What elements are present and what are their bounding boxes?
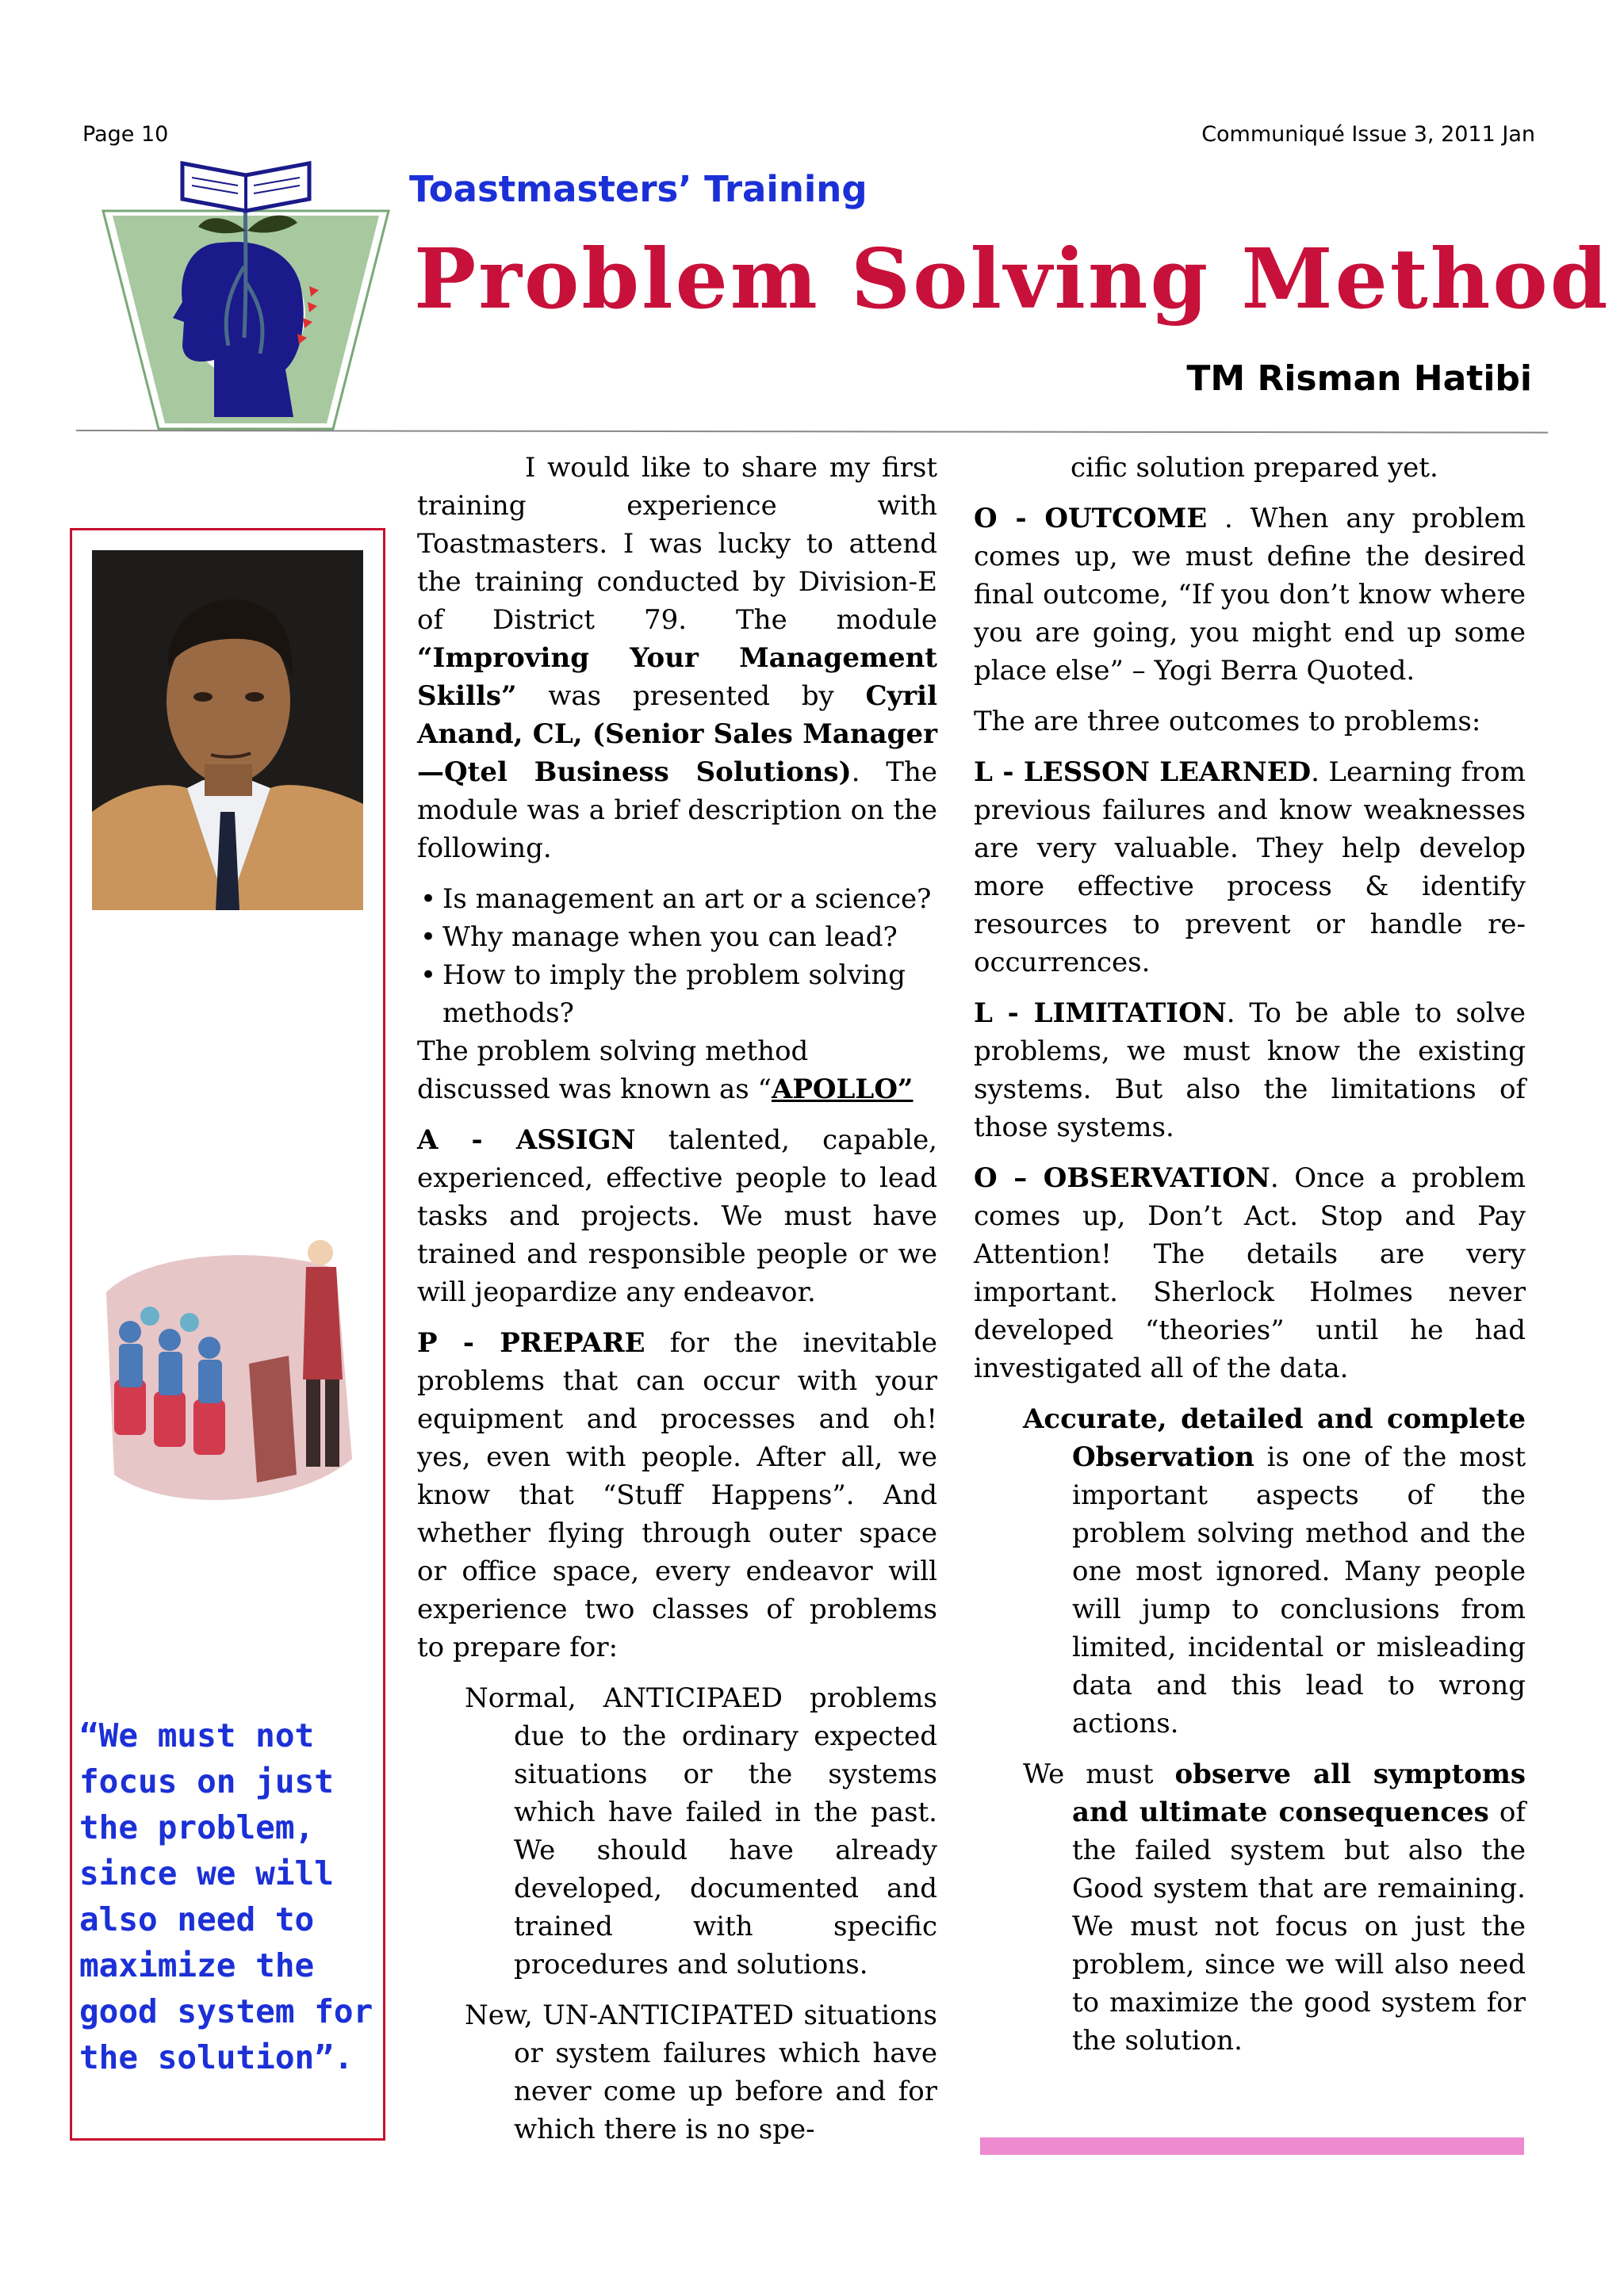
observation-heading: O – OBSERVATION [974,1162,1270,1194]
new-problems-paragraph: New, UN-ANTICIPATED situations or system failures which have never come up before and for which there is no spe- [465,1999,937,2145]
issue-label: Communiqué Issue 3, 2011 Jan [1201,122,1535,147]
list-item: • Is management an art or a science? [442,880,937,918]
observe-symptoms-paragraph: We must observe all symptoms and ultimate consequences of the failed system but also the Good system that are remaining. We must not focus on just the problem, since we will also need to maximize the good system for the solution. [1023,1758,1526,2057]
article-column-1 [417,449,937,2161]
book-tree-head-logo-icon [95,155,396,433]
author-portrait [92,550,363,910]
outcome-heading: O - OUTCOME [974,503,1208,534]
three-outcomes-text: The are three outcomes to problems: [974,706,1481,737]
author-byline: TM Risman Hatibi [1186,358,1532,399]
prepare-paragraph: P - PREPARE for the inevitable problems that can occur with your equipment and processes and oh! yes, even with people. After all, we know that “Stuff Happens”. And whether flying through outer space or office space, every endeavor will experience two classes of problems to prepare for: [417,1327,937,1663]
meeting-clipart [98,1221,360,1522]
section-title: Toastmasters’ Training [409,168,868,210]
apollo-paragraph: The problem solving method discussed was known as “APOLLO” [417,1035,914,1105]
observe-symptoms-heading: observe all symptoms and ultimate consequences [1072,1758,1526,1828]
observation-paragraph: O – OBSERVATION. Once a problem comes up, Don’t Act. Stop and Pay Attention! The details are very important. Sherlock Holmes never developed “theories” until he had investigated all of the data. [974,1162,1526,1384]
normal-problems-paragraph: Normal, ANTICIPAED problems due to the ordinary expected situations or the systems which have failed in the past. We should have already developed, documented and trained with specific procedures and solutions. [465,1682,937,1980]
accurate-observation-heading: Accurate, detailed and complete Observation [1023,1403,1526,1473]
limitation-heading: L - LIMITATION [974,997,1227,1029]
outcome-paragraph: O - OUTCOME . When any problem comes up, we must define the desired final outcome, “If you don’t know where you are going, you might end up some place else” – Yogi Berra Quoted. [974,503,1526,687]
assign-heading: A - ASSIGN [417,1124,636,1156]
list-item: • Why manage when you can lead? [442,918,937,956]
limitation-paragraph: L - LIMITATION. To be able to solve problems, we must know the existing systems. But also the limitations of those systems. [974,997,1526,1143]
lesson-heading: L - LESSON LEARNED [974,756,1312,788]
pull-quote: “We must not focus on just the problem, since we will also need to maximize the good system for the solution”. [79,1716,373,2076]
page-number: Page 10 [82,122,169,147]
intro-paragraph: I would like to share my first training experience with Toastmasters. I was lucky to attend the training conducted by Division-E of District 79. The module “Improving Your Management Skills” was presented by Cyril Anand, CL, (Senior Sales Manager—Qtel Business Solutions). The module was a brief description on the following. [417,452,938,864]
accurate-observation-paragraph: Accurate, detailed and complete Observation is one of the most important aspects of the problem solving method and the one most ignored. Many people will jump to conclusions from limited, incidental or misleading data and this lead to wrong actions. [1023,1403,1526,1739]
module-name: “Improving Your Management Skills” [417,642,937,712]
lesson-paragraph: L - LESSON LEARNED. Learning from previous failures and know weaknesses are very valuable. They help develop more effective process & identify resources to prevent or handle re-occurrences. [974,756,1526,978]
prepare-heading: P - PREPARE [417,1327,645,1359]
presenter-name: Cyril Anand, CL, (Senior Sales Manager—Qtel Business Solutions) [417,680,937,788]
continued-text: cific solution prepared yet. [1071,452,1438,484]
apollo-acronym: APOLLO” [771,1073,914,1105]
list-item: • How to imply the problem solving methods? [442,956,937,1032]
footer-accent-bar [980,2137,1524,2155]
topic-list [417,880,937,1032]
article-column-2 [974,449,1526,2072]
article-title: Problem Solving Method [414,230,1611,327]
assign-paragraph: A - ASSIGN talented, capable, experienced, effective people to lead tasks and projects. We must have trained and responsible people or we will jeopardize any endeavor. [417,1124,937,1308]
